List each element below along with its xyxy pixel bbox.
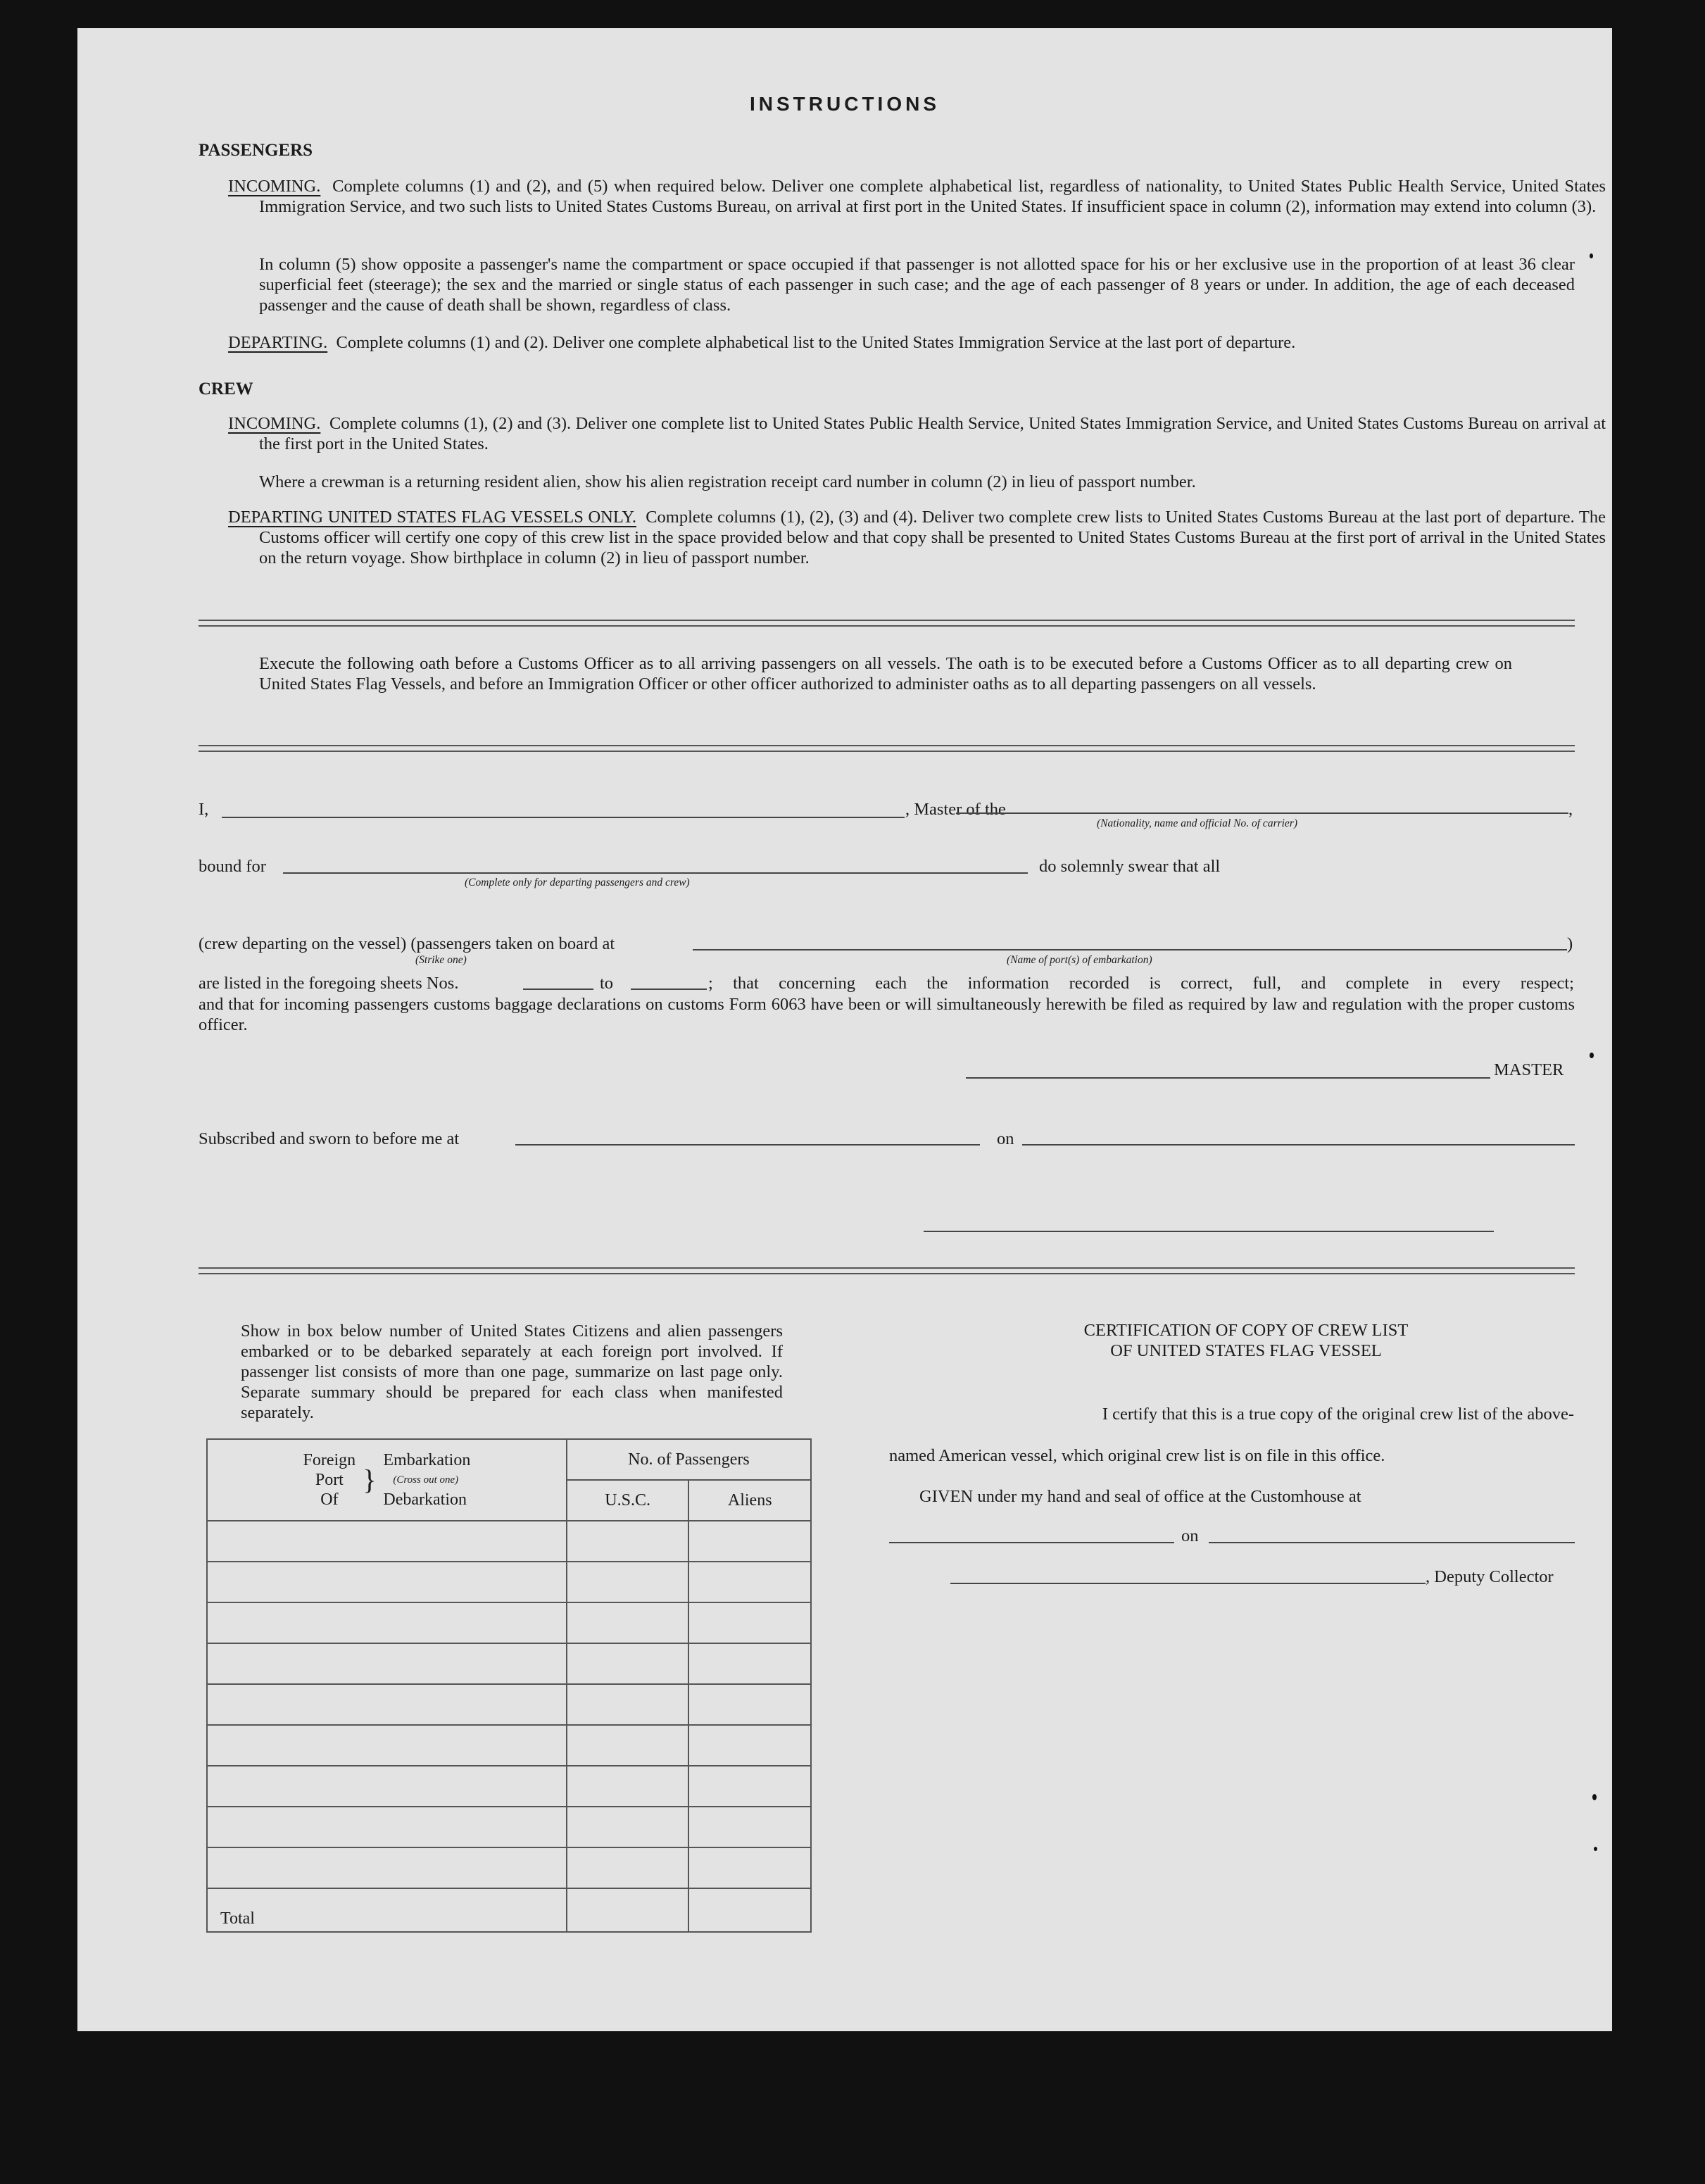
- oath-i-label: I,: [199, 800, 209, 819]
- summary-instructions: Show in box below number of United States Citizens and alien passengers embarked or to be debarked separately at each foreign port involved. If passenger list consists of more than one page, summarize on last page only. Separate summary should be prepared for each class when manifested separately.: [241, 1322, 783, 1422]
- passengers-heading: PASSENGERS: [199, 141, 313, 160]
- table-row: [207, 1562, 811, 1602]
- certification-heading-line1: CERTIFICATION OF COPY OF CREW LIST: [1083, 1321, 1409, 1340]
- usc-cell[interactable]: [567, 1684, 689, 1725]
- master-label: MASTER: [1494, 1060, 1564, 1079]
- bound-for-label: bound for: [199, 857, 266, 876]
- aliens-cell[interactable]: [688, 1602, 811, 1643]
- port-cell[interactable]: [207, 1562, 567, 1602]
- certification-line1: I certify that this is a true copy of the original crew list of the above-: [1102, 1405, 1574, 1424]
- port-cell[interactable]: [207, 1725, 567, 1766]
- deputy-collector-label: , Deputy Collector: [1426, 1567, 1554, 1586]
- aliens-cell[interactable]: [688, 1643, 811, 1684]
- subscribed-label: Subscribed and sworn to before me at: [199, 1129, 460, 1148]
- brace-glyph: }: [363, 1464, 377, 1495]
- passengers-departing-text: Complete columns (1) and (2). Deliver one complete alphabetical list to the United States Immigration Service at the last port of departure.: [336, 333, 1296, 352]
- master-of-label: , Master of the: [905, 800, 1006, 819]
- table-row: [207, 1602, 811, 1643]
- col-debarkation: Debarkation: [383, 1490, 467, 1509]
- aliens-cell[interactable]: [688, 1684, 811, 1725]
- usc-cell[interactable]: [567, 1766, 689, 1807]
- listed-sheets-label: are listed in the foregoing sheets Nos.: [199, 974, 459, 993]
- usc-cell[interactable]: [567, 1643, 689, 1684]
- listed-to-label: to: [600, 974, 614, 993]
- certification-line3: GIVEN under my hand and seal of office at the Customhouse at: [919, 1487, 1361, 1506]
- total-row: [207, 1888, 811, 1932]
- col-foreign: Foreign: [303, 1451, 356, 1469]
- crew-departing-paragraph: [228, 507, 1606, 568]
- customhouse-field[interactable]: [889, 1542, 1174, 1543]
- bound-for-caption: (Complete only for departing passengers and crew): [465, 877, 690, 889]
- subscribed-place-field[interactable]: [515, 1144, 846, 1146]
- carrier-comma: ,: [1568, 800, 1573, 819]
- bound-for-field[interactable]: [283, 872, 924, 874]
- sheet-from-field[interactable]: [523, 989, 593, 990]
- crew-departing-text: Complete columns (1), (2), (3) and (4). Deliver two complete crew lists to United States Customs Bureau at the last port of departure. The Customs officer will certify one copy of this crew list in the space provided below and that copy shall be presented to United States Customs Bureau at the first port of arrival in the United States on the return voyage. Show birthplace in column (2) in lieu of passport number.: [259, 508, 1606, 567]
- col-port: Port: [315, 1471, 344, 1489]
- port-cell[interactable]: [207, 1643, 567, 1684]
- oath-intro-paragraph: Execute the following oath before a Customs Officer as to all arriving passengers on all vessels. The oath is to be executed before a Customs Officer as to all departing crew on United States Flag Vessels, and before an Immigration Officer or other officer authorized to administer oaths as to all departing passengers on all vessels.: [259, 654, 1512, 694]
- port-cell[interactable]: [207, 1602, 567, 1643]
- crew-resident-paragraph: Where a crewman is a returning resident alien, show his alien registration receipt card number in column (2) in lieu of passport number.: [259, 472, 1196, 491]
- port-cell[interactable]: [207, 1807, 567, 1847]
- table-row: [207, 1643, 811, 1684]
- passenger-summary-table: [206, 1438, 812, 1933]
- usc-cell[interactable]: [567, 1562, 689, 1602]
- table-row: [207, 1766, 811, 1807]
- swear-label: do solemnly swear that all: [1039, 857, 1221, 876]
- bound-for-field-extra[interactable]: [922, 872, 1028, 874]
- subscribed-on-label: on: [997, 1129, 1014, 1148]
- certification-on-label: on: [1181, 1526, 1199, 1545]
- col-embarkation: Embarkation: [383, 1451, 471, 1469]
- port-header-cell: [207, 1439, 567, 1521]
- aliens-cell[interactable]: [688, 1766, 811, 1807]
- scan-mark: [1590, 1053, 1594, 1058]
- listed-continuation: ; that concerning each the information recorded is correct, full, and complete in every respect;: [708, 974, 1574, 993]
- port-cell[interactable]: [207, 1521, 567, 1562]
- aliens-header: Aliens: [688, 1480, 811, 1521]
- usc-cell[interactable]: [567, 1807, 689, 1847]
- certification-heading-line2: OF UNITED STATES FLAG VESSEL: [1110, 1341, 1382, 1360]
- officer-signature-field[interactable]: [924, 1231, 1494, 1232]
- usc-cell[interactable]: [567, 1521, 689, 1562]
- sheet-to-field[interactable]: [631, 989, 707, 990]
- table-row: [207, 1725, 811, 1766]
- port-cell[interactable]: [207, 1766, 567, 1807]
- document-page: [77, 28, 1612, 2031]
- aliens-cell[interactable]: [688, 1807, 811, 1847]
- passengers-incoming-paragraph: [228, 176, 1606, 217]
- total-label: Total: [207, 1888, 567, 1932]
- page-title: INSTRUCTIONS: [750, 93, 940, 115]
- embarkation-port-field[interactable]: [693, 949, 1567, 950]
- table-row: [207, 1847, 811, 1888]
- passengers-incoming-lead: INCOMING.: [228, 177, 321, 196]
- aliens-cell[interactable]: [688, 1847, 811, 1888]
- master-name-field[interactable]: [222, 817, 905, 818]
- crew-passengers-label: (crew departing on the vessel) (passengers taken on board at: [199, 934, 615, 953]
- master-signature-field[interactable]: [966, 1077, 1490, 1079]
- carrier-caption: (Nationality, name and official No. of carrier): [1097, 817, 1298, 829]
- aliens-cell[interactable]: [688, 1725, 811, 1766]
- table-row: [207, 1807, 811, 1847]
- certification-line2: named American vessel, which original crew list is on file in this office.: [889, 1446, 1385, 1465]
- port-caption: (Name of port(s) of embarkation): [1007, 954, 1152, 966]
- divider: [199, 620, 1575, 627]
- usc-cell[interactable]: [567, 1847, 689, 1888]
- crew-incoming-text: Complete columns (1), (2) and (3). Deliver one complete list to United States Public Health Service, United States Immigration Service, and United States Customs Bureau on arrival at the first port in the United States.: [259, 414, 1606, 453]
- crew-heading: CREW: [199, 379, 253, 398]
- aliens-total-cell[interactable]: [688, 1888, 811, 1932]
- table-row: [207, 1684, 811, 1725]
- usc-cell[interactable]: [567, 1602, 689, 1643]
- table-row: [207, 1521, 811, 1562]
- usc-header: U.S.C.: [567, 1480, 689, 1521]
- subscribed-place-field-extra[interactable]: [846, 1144, 980, 1146]
- deputy-signature-field[interactable]: [950, 1583, 1426, 1584]
- col-cross-out: (Cross out one): [393, 1474, 459, 1486]
- passengers-column5-paragraph: In column (5) show opposite a passenger's name the compartment or space occupied if that passenger is not allotted space for his or her exclusive use in the proportion of at least 36 clear superficial feet (steerage); the sex and the married or single status of each passenger in such case; and the age of each passenger of 8 years or under. In addition, the age of each deceased passenger and the cause of death shall be shown, regardless of class.: [259, 255, 1575, 315]
- usc-cell[interactable]: [567, 1725, 689, 1766]
- aliens-cell[interactable]: [688, 1521, 811, 1562]
- usc-total-cell[interactable]: [567, 1888, 689, 1932]
- passengers-incoming-text: Complete columns (1) and (2), and (5) when required below. Deliver one complete alphabetical list, regardless of nationality, to United States Public Health Service, United States Immigration Service, and two such lists to United States Customs Bureau, on arrival at first port in the United States. If insufficient space in column (2), information may extend into column (3).: [259, 177, 1606, 216]
- crew-incoming-lead: INCOMING.: [228, 414, 321, 433]
- close-paren: ): [1567, 934, 1573, 953]
- divider: [199, 745, 1575, 752]
- listed-declaration: and that for incoming passengers customs baggage declarations on customs Form 6063 have been or will simultaneously herewith be filed as required by law and regulation with the proper customs officer.: [199, 995, 1575, 1034]
- carrier-field[interactable]: [956, 812, 1568, 814]
- subscribed-date-field[interactable]: [1022, 1144, 1575, 1146]
- port-cell[interactable]: [207, 1847, 567, 1888]
- col-of: Of: [320, 1490, 339, 1509]
- passengers-departing-paragraph: [228, 332, 1606, 353]
- scan-mark: [1590, 253, 1593, 258]
- port-cell[interactable]: [207, 1684, 567, 1725]
- scan-mark: [1592, 1794, 1597, 1800]
- passengers-departing-lead: DEPARTING.: [228, 333, 328, 352]
- certification-date-field[interactable]: [1209, 1542, 1575, 1543]
- no-passengers-header: No. of Passengers: [567, 1439, 811, 1480]
- crew-incoming-paragraph: [228, 413, 1606, 454]
- aliens-cell[interactable]: [688, 1562, 811, 1602]
- scan-mark: [1594, 1847, 1597, 1851]
- strike-one-caption: (Strike one): [415, 954, 467, 966]
- divider: [199, 1267, 1575, 1274]
- crew-departing-lead: DEPARTING UNITED STATES FLAG VESSELS ONLY.: [228, 508, 637, 527]
